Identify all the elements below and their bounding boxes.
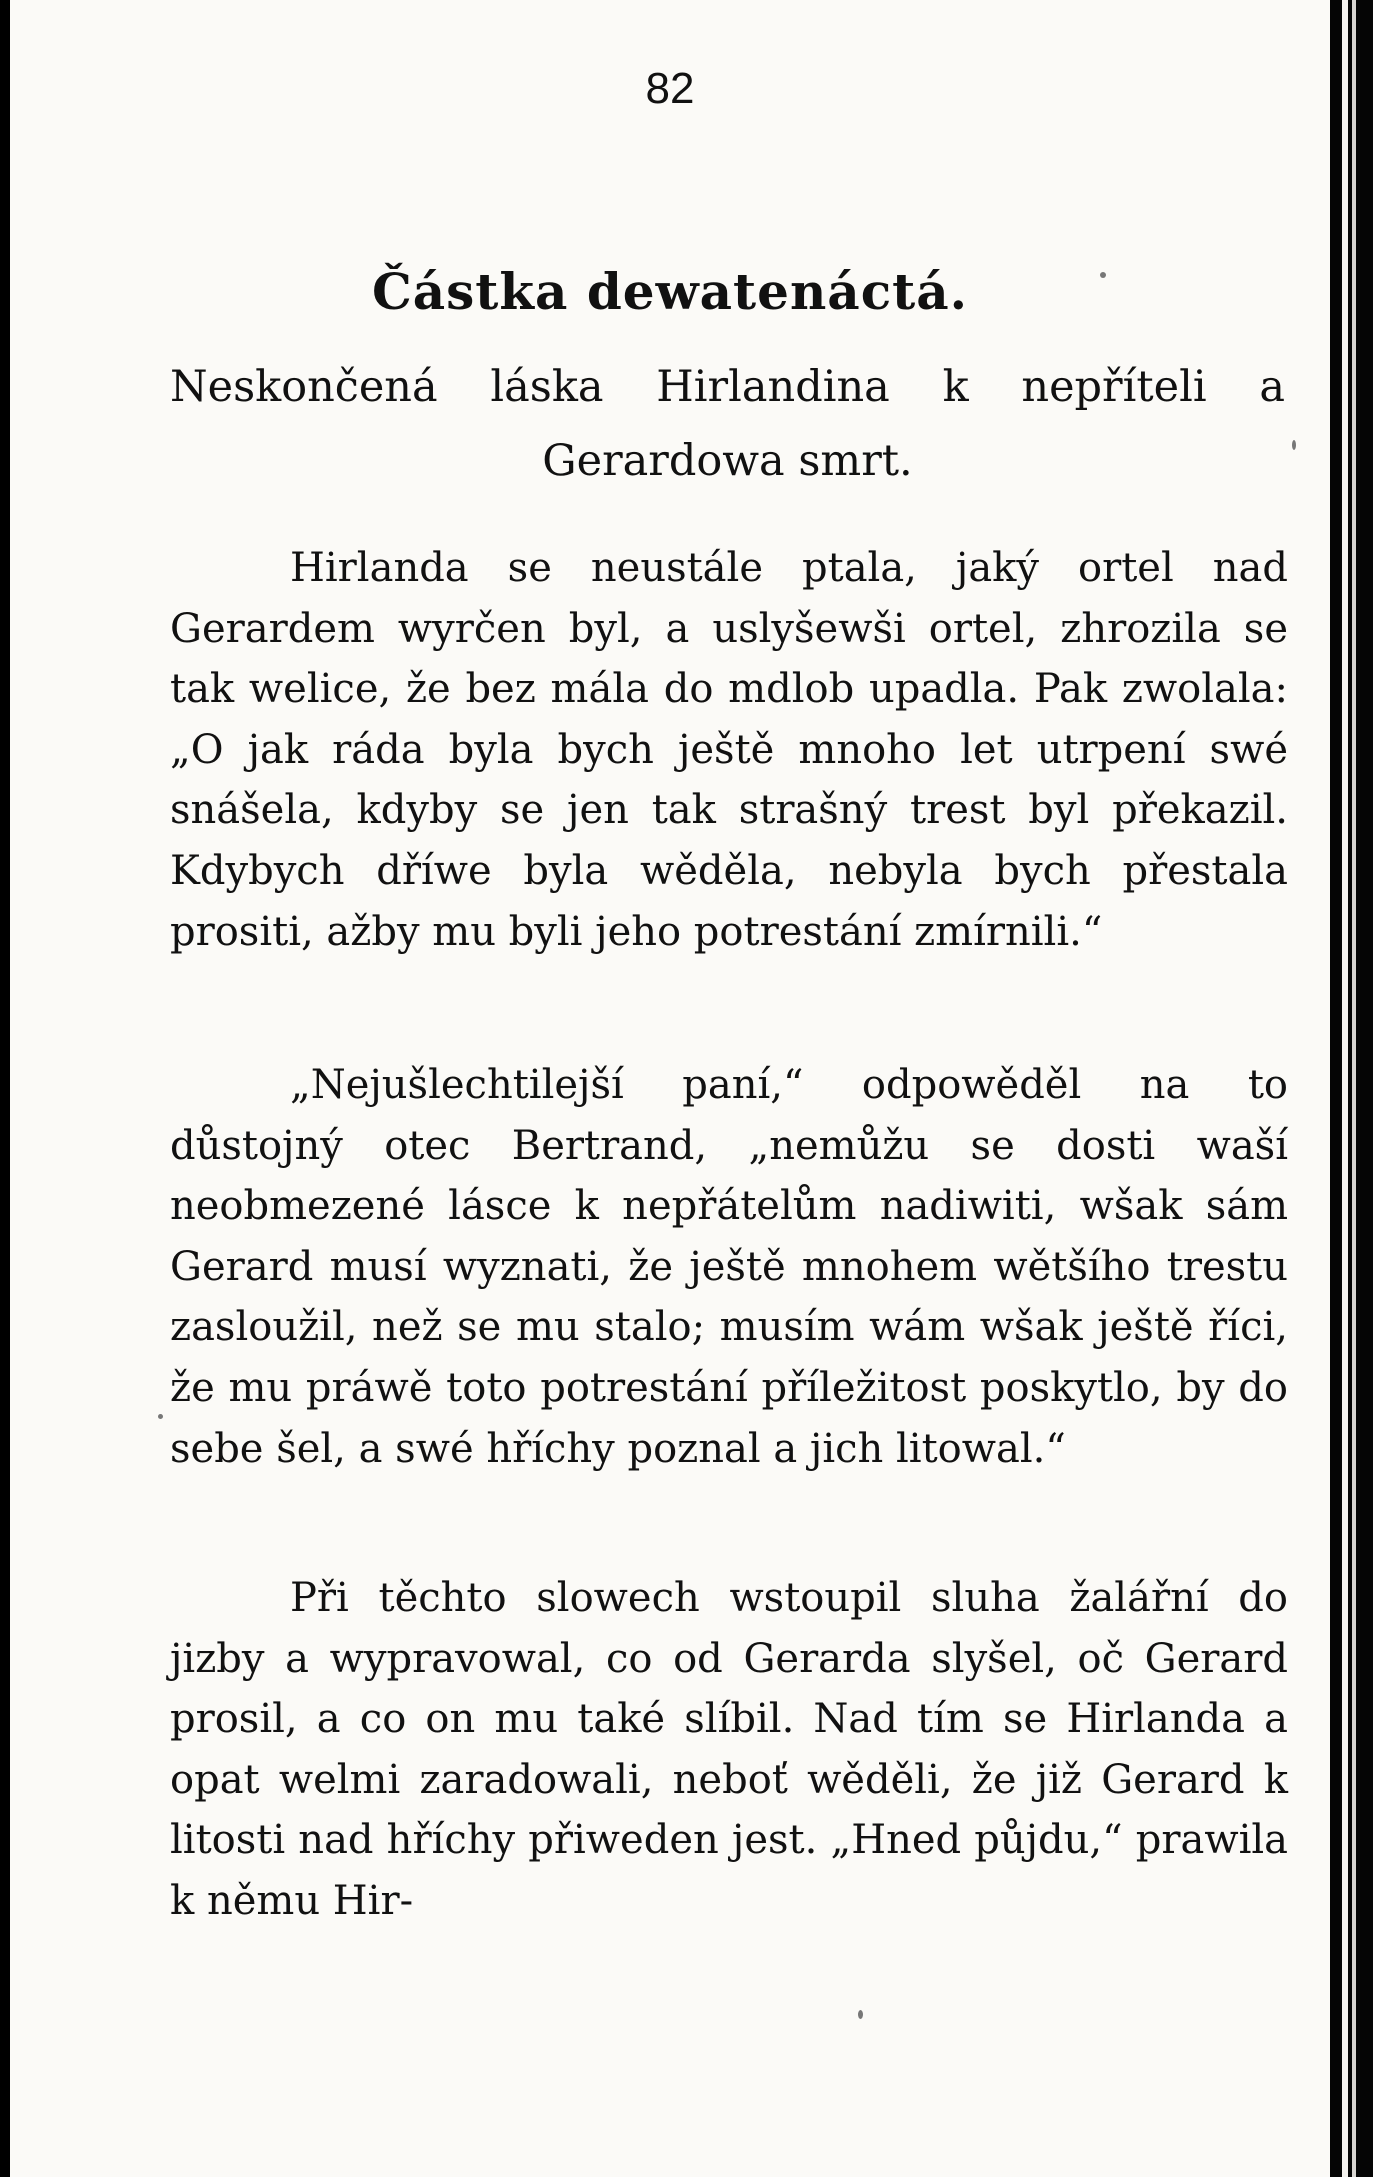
page-edge-line: [1352, 0, 1356, 2177]
chapter-subtitle: Neskončená láska Hirlandina k nepříteli a Gerardowa smrt.: [170, 362, 1285, 486]
page-number: 82: [645, 64, 695, 113]
page-edge-line: [1342, 0, 1348, 2177]
paragraph: „Nejušlechtilejší paní,“ odpowěděl na to důstojný otec Bertrand, „nemůžu se dosti waší neobmezené lásce k nepřátelům nadiwiti, wšak sám Gerard musí wyznati, že ještě mnohem wětšího trestu zasloužil, než se mu stalo; musím wám wšak ještě říci, že mu práwě toto potrestání příležitost poskytlo, by do sebe šel, a swé hříchy poznal a jich litowal.“: [170, 1062, 1288, 1472]
paper-speck: [158, 1414, 163, 1419]
paper-speck: [1292, 440, 1296, 450]
paragraph: Při těchto slowech wstoupil sluha žalářní do jizby a wypravowal, co od Gerarda slyšel, oč Gerard prosil, a co on mu také slíbil. Nad tím se Hirlanda a opat welmi zaradowali, neboť wěděli, že již Gerard k litosti nad hříchy přiweden jest. „Hned půjdu,“ prawila k němu Hir-: [170, 1575, 1288, 1924]
chapter-title: Částka dewatenáctá.: [371, 262, 969, 321]
paragraph: Hirlanda se neustále ptala, jaký ortel nad Gerardem wyrčen byl, a uslyšewši ortel, zhrozila se tak welice, že bez mála do mdlob upadla. Pak zwolala: „O jak ráda byla bych ještě mnoho let utrpení swé snášela, kdyby se jen tak strašný trest byl překazil. Kdybych dříwe byla wěděla, nebyla bych přestala prositi, ažby mu byli jeho potrestání zmírnili.“: [170, 545, 1288, 955]
paper-speck: [858, 2010, 863, 2019]
book-page: [10, 0, 1330, 2177]
paper-speck: [1100, 272, 1106, 278]
